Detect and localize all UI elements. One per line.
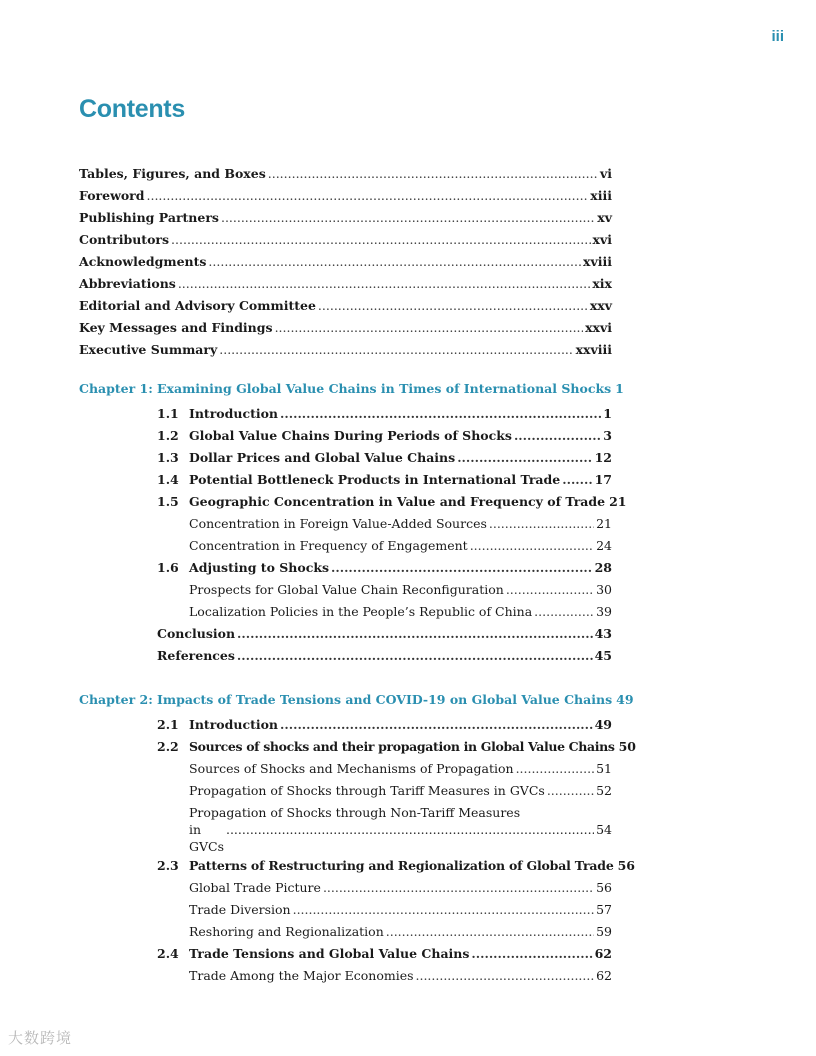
toc-entry-editorial-committee[interactable]: Editorial and Advisory Committee ..... xxv [79,295,612,317]
toc-subsection-foreign-value-added[interactable]: Concentration in Foreign Value-Added Sources ..... 21 [79,513,612,535]
toc-chapter-1[interactable]: Chapter 1: Examining Global Value Chains in Times of International Shocks 1 [79,381,624,396]
page-title: Contents [79,95,185,123]
leader-dots [219,339,573,361]
leader-dots [547,780,594,802]
leader-dots [275,317,584,339]
leader-dots [171,229,590,251]
leader-dots [226,821,594,838]
leader-dots [331,557,593,579]
toc-subsection-non-tariff-measures[interactable]: Propagation of Shocks through Non-Tariff Measures in GVCs ..... 54 [79,804,612,855]
leader-dots [268,163,598,185]
toc-section-2-4[interactable]: 2.4 Trade Tensions and Global Value Chains ..... 62 [79,943,612,965]
leader-dots [318,295,588,317]
toc-section-1-2[interactable]: 1.2 Global Value Chains During Periods of Shocks ..... 3 [79,425,612,447]
toc-entry-abbreviations[interactable]: Abbreviations ..... xix [79,273,612,295]
toc-subsection-tariff-measures[interactable]: Propagation of Shocks through Tariff Measures in GVCs ..... 52 [79,780,612,802]
watermark: 大数跨境 [8,1029,73,1047]
leader-dots [471,943,592,965]
toc-entry-executive-summary[interactable]: Executive Summary ..... xxviii [79,339,612,361]
leader-dots [323,877,594,899]
leader-dots [562,469,592,491]
leader-dots [221,207,595,229]
leader-dots [293,899,595,921]
page-number: iii [771,28,784,45]
leader-dots [178,273,591,295]
leader-dots [470,535,594,557]
leader-dots [237,645,593,667]
leader-dots [416,965,595,987]
leader-dots [147,185,589,207]
toc-section-1-4[interactable]: 1.4 Potential Bottleneck Products in International Trade ..... 17 [79,469,612,491]
toc-entry-acknowledgments[interactable]: Acknowledgments ..... xviii [79,251,612,273]
toc-subsection-global-trade-picture[interactable]: Global Trade Picture ..... 56 [79,877,612,899]
toc-entry-references[interactable]: References ..... 45 [79,645,612,667]
toc-subsection-trade-diversion[interactable]: Trade Diversion ..... 57 [79,899,612,921]
toc-entry-foreword[interactable]: Foreword ..... xiii [79,185,612,207]
toc-section-1-1[interactable]: 1.1 Introduction ..... 1 [79,403,612,425]
leader-dots [208,251,581,273]
leader-dots [237,623,593,645]
leader-dots [280,714,593,736]
table-of-contents [79,163,637,987]
toc-entry-conclusion[interactable]: Conclusion ..... 43 [79,623,612,645]
leader-dots [506,579,594,601]
toc-subsection-localization-policies[interactable]: Localization Policies in the People’s Republic of China ..... 39 [79,601,612,623]
leader-dots [386,921,594,943]
toc-entry-publishing-partners[interactable]: Publishing Partners ..... xv [79,207,612,229]
toc-subsection-major-economies[interactable]: Trade Among the Major Economies ..... 62 [79,965,612,987]
toc-subsection-line2: in GVCs ..... 54 [189,821,612,855]
toc-subsection-reshoring[interactable]: Reshoring and Regionalization ..... 59 [79,921,612,943]
toc-subsection-gvc-reconfiguration[interactable]: Prospects for Global Value Chain Reconfiguration ..... 30 [79,579,612,601]
leader-dots [534,601,594,623]
toc-entry-contributors[interactable]: Contributors ..... xvi [79,229,612,251]
toc-chapter-2[interactable]: Chapter 2: Impacts of Trade Tensions and COVID-19 on Global Value Chains 49 [79,692,634,707]
toc-section-1-5[interactable]: 1.5 Geographic Concentration in Value and Frequency of Trade 21 [157,494,627,509]
toc-section-1-3[interactable]: 1.3 Dollar Prices and Global Value Chains ..... 12 [79,447,612,469]
leader-dots [516,758,595,780]
toc-section-2-3[interactable]: 2.3 Patterns of Restructuring and Regionalization of Global Trade 56 [157,858,635,873]
leader-dots [489,513,594,535]
leader-dots [514,425,601,447]
toc-section-2-1[interactable]: 2.1 Introduction ..... 49 [79,714,612,736]
toc-entry-tables-figures-boxes[interactable]: Tables, Figures, and Boxes ..... vi [79,163,612,185]
leader-dots [280,403,601,425]
toc-entry-key-messages[interactable]: Key Messages and Findings ..... xxvi [79,317,612,339]
leader-dots [457,447,592,469]
toc-subsection-sources-mechanisms[interactable]: Sources of Shocks and Mechanisms of Propagation ..... 51 [79,758,612,780]
toc-section-2-2[interactable]: 2.2 Sources of shocks and their propagation in Global Value Chains 50 [157,739,637,754]
toc-subsection-frequency-engagement[interactable]: Concentration in Frequency of Engagement ..... 24 [79,535,612,557]
toc-section-1-6[interactable]: 1.6 Adjusting to Shocks ..... 28 [79,557,612,579]
